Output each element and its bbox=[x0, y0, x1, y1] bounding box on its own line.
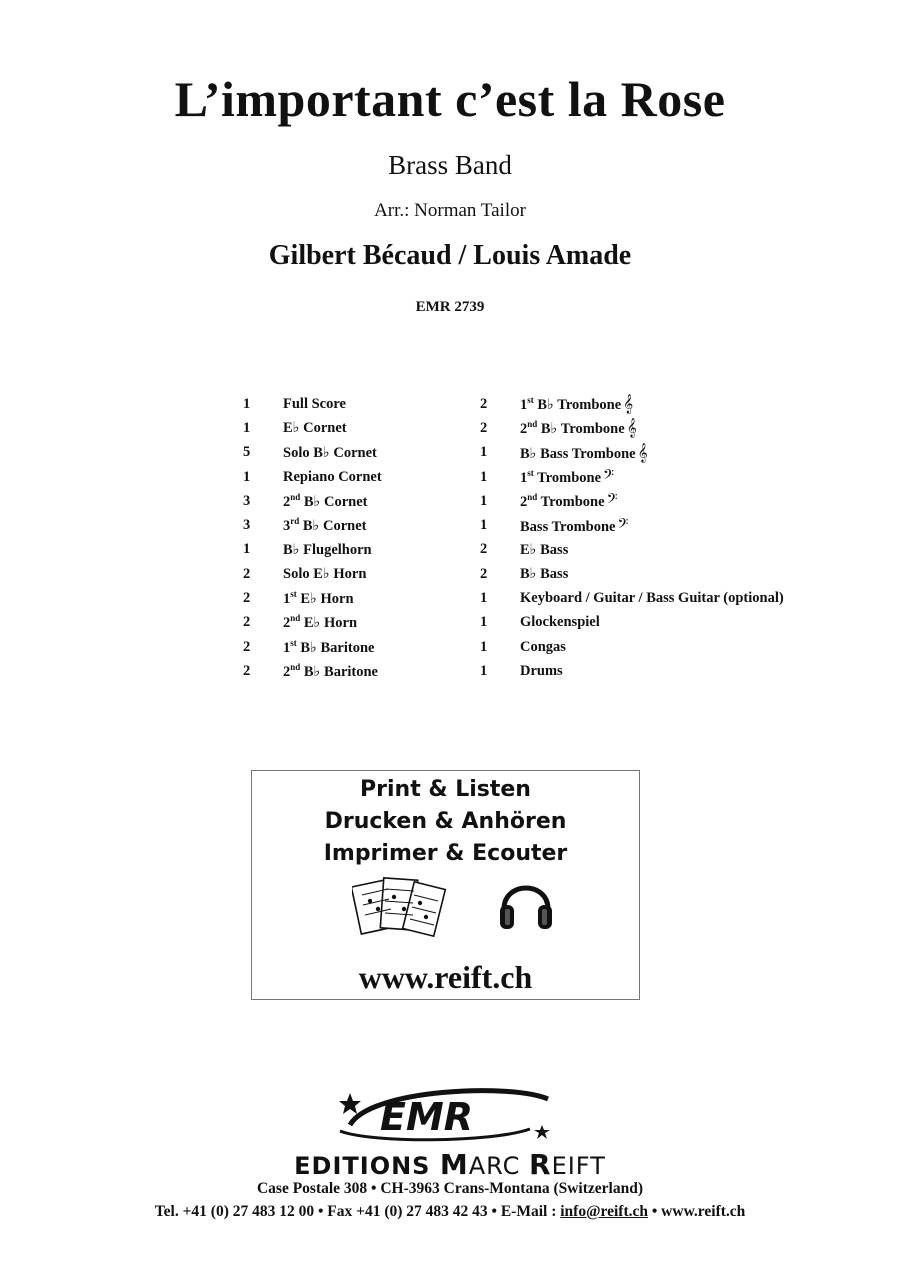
treble-clef-icon: 𝄞 bbox=[626, 418, 637, 439]
part-quantity: 2 bbox=[243, 614, 251, 631]
part-instrument: Trombone bbox=[540, 494, 605, 511]
part-name bbox=[520, 590, 784, 607]
publisher-word-1: EDITIONS bbox=[294, 1152, 440, 1180]
part-quantity: 2 bbox=[243, 662, 251, 679]
part-name bbox=[520, 541, 568, 559]
part-row bbox=[480, 489, 784, 513]
part-row bbox=[243, 538, 382, 562]
part-row bbox=[480, 513, 784, 537]
part-ordinal-suffix: nd bbox=[527, 419, 538, 430]
print-listen-box[interactable] bbox=[251, 770, 640, 1000]
composers: Gilbert Bécaud / Louis Amade bbox=[268, 240, 632, 271]
part-row bbox=[480, 659, 784, 683]
part-row bbox=[243, 416, 382, 440]
subtitle: Brass Band bbox=[388, 150, 512, 180]
part-row bbox=[243, 611, 382, 635]
part-row bbox=[480, 392, 784, 416]
part-instrument: B♭ Cornet bbox=[303, 493, 368, 510]
part-instrument: B♭ Flugelhorn bbox=[283, 541, 372, 558]
part-instrument: Glockenspiel bbox=[520, 614, 600, 631]
part-ordinal-suffix: st bbox=[290, 637, 297, 648]
part-name bbox=[520, 614, 600, 631]
part-quantity: 1 bbox=[243, 395, 251, 412]
part-ordinal-suffix: nd bbox=[290, 491, 301, 502]
part-name bbox=[283, 396, 346, 413]
contact-phone-fax: Tel. +41 (0) 27 483 12 00 • Fax +41 (0) 27 483 42 43 • E-Mail : bbox=[154, 1203, 561, 1220]
promo-line-2: Drucken & Anhören bbox=[324, 809, 567, 834]
part-row bbox=[480, 441, 784, 465]
part-name bbox=[283, 419, 347, 437]
part-row bbox=[243, 465, 382, 489]
part-row bbox=[243, 586, 382, 610]
part-row bbox=[480, 562, 784, 586]
part-instrument: Solo B♭ Cornet bbox=[283, 444, 377, 461]
publisher-word-3: EIFT bbox=[551, 1152, 606, 1180]
part-row bbox=[243, 513, 382, 537]
part-instrument: E♭ Bass bbox=[520, 541, 569, 558]
part-ordinal: 1 bbox=[283, 590, 291, 607]
part-instrument: B♭ Trombone bbox=[540, 421, 625, 438]
part-row bbox=[243, 659, 382, 683]
sheet-music-icon bbox=[352, 875, 448, 943]
bass-clef-icon: 𝄢 bbox=[617, 515, 629, 536]
publisher-name bbox=[0, 1148, 900, 1181]
part-ordinal: 2 bbox=[283, 615, 291, 632]
bass-clef-icon: 𝄢 bbox=[603, 467, 614, 488]
part-ordinal: 1 bbox=[283, 639, 291, 656]
part-quantity: 3 bbox=[243, 517, 251, 534]
part-quantity: 1 bbox=[243, 419, 251, 436]
part-name bbox=[520, 467, 614, 487]
publisher-initial-r: R bbox=[529, 1148, 552, 1181]
part-ordinal: 2 bbox=[283, 663, 291, 680]
part-row bbox=[480, 538, 784, 562]
part-name bbox=[520, 418, 637, 438]
part-name bbox=[283, 541, 372, 559]
part-instrument: B♭ Bass bbox=[520, 566, 569, 583]
part-row bbox=[480, 586, 784, 610]
part-instrument: Keyboard / Guitar / Bass Guitar (optional) bbox=[520, 590, 784, 607]
part-name bbox=[283, 662, 378, 681]
part-instrument: Congas bbox=[520, 638, 566, 655]
part-quantity: 2 bbox=[480, 541, 488, 558]
part-instrument: Drums bbox=[520, 662, 563, 679]
part-name bbox=[283, 469, 382, 486]
part-name bbox=[520, 639, 566, 656]
part-ordinal-suffix: st bbox=[290, 589, 297, 600]
part-ordinal: 2 bbox=[283, 493, 291, 510]
email-link[interactable]: info@reift.ch bbox=[560, 1203, 648, 1220]
part-quantity: 1 bbox=[243, 541, 251, 558]
part-ordinal: 2 bbox=[520, 421, 528, 438]
catalog-number: EMR 2739 bbox=[415, 299, 485, 315]
part-ordinal-suffix: st bbox=[527, 395, 534, 406]
part-ordinal-suffix: st bbox=[527, 468, 534, 479]
part-row bbox=[480, 635, 784, 659]
part-instrument: Full Score bbox=[283, 395, 346, 412]
bass-clef-icon: 𝄢 bbox=[606, 491, 618, 512]
publisher-initial-m: M bbox=[439, 1148, 469, 1181]
part-quantity: 1 bbox=[243, 468, 251, 485]
part-quantity: 1 bbox=[480, 590, 488, 607]
part-instrument: Trombone bbox=[537, 470, 602, 487]
part-instrument: B♭ Bass Trombone bbox=[520, 445, 636, 462]
part-ordinal-suffix: nd bbox=[527, 492, 538, 503]
part-row bbox=[480, 416, 784, 440]
contact-line bbox=[0, 1203, 900, 1221]
promo-line-3: Imprimer & Ecouter bbox=[323, 841, 568, 866]
part-row bbox=[243, 489, 382, 513]
part-instrument: B♭ Baritone bbox=[303, 663, 378, 680]
part-ordinal: 3 bbox=[283, 518, 291, 535]
part-ordinal-suffix: rd bbox=[290, 516, 300, 527]
part-name bbox=[283, 492, 368, 511]
part-name bbox=[520, 491, 618, 511]
promo-line-1: Print & Listen bbox=[360, 777, 531, 802]
emr-logo bbox=[310, 1085, 570, 1145]
part-name bbox=[283, 444, 377, 462]
part-quantity: 5 bbox=[243, 444, 251, 461]
part-ordinal-suffix: nd bbox=[290, 613, 301, 624]
part-quantity: 2 bbox=[243, 565, 251, 582]
part-instrument: Solo E♭ Horn bbox=[283, 566, 367, 583]
treble-clef-icon: 𝄞 bbox=[637, 442, 648, 463]
part-quantity: 1 bbox=[480, 638, 488, 655]
part-quantity: 2 bbox=[243, 590, 251, 607]
part-name bbox=[520, 443, 648, 463]
title: L’important c’est la Rose bbox=[174, 71, 726, 127]
part-name bbox=[520, 565, 568, 583]
part-name bbox=[520, 394, 633, 414]
part-quantity: 2 bbox=[480, 395, 488, 412]
part-instrument: Repiano Cornet bbox=[283, 468, 382, 485]
part-quantity: 1 bbox=[480, 444, 488, 461]
headphones-icon bbox=[496, 871, 556, 933]
part-name bbox=[283, 565, 366, 583]
arranger: Arr.: Norman Tailor bbox=[374, 200, 526, 221]
part-row bbox=[243, 392, 382, 416]
parts-list-left bbox=[243, 392, 382, 684]
part-instrument: B♭ Baritone bbox=[300, 639, 375, 656]
part-name bbox=[283, 589, 354, 608]
part-row bbox=[243, 441, 382, 465]
part-instrument: E♭ Horn bbox=[303, 615, 358, 632]
logo-text: EMR bbox=[380, 1095, 474, 1139]
part-quantity: 1 bbox=[480, 517, 488, 534]
promo-url[interactable]: www.reift.ch bbox=[358, 959, 533, 995]
part-ordinal: 1 bbox=[520, 470, 528, 487]
part-name bbox=[283, 638, 374, 657]
part-instrument: E♭ Horn bbox=[300, 590, 354, 607]
part-quantity: 1 bbox=[480, 468, 488, 485]
part-quantity: 1 bbox=[480, 492, 488, 509]
part-row bbox=[243, 635, 382, 659]
part-row bbox=[480, 465, 784, 489]
part-name bbox=[520, 516, 628, 536]
part-name bbox=[520, 663, 563, 680]
publisher-word-2: ARC bbox=[468, 1152, 529, 1180]
part-quantity: 3 bbox=[243, 492, 251, 509]
part-instrument: Bass Trombone bbox=[520, 518, 616, 535]
part-quantity: 1 bbox=[480, 614, 488, 631]
part-instrument: B♭ Trombone bbox=[537, 397, 622, 414]
part-ordinal: 1 bbox=[520, 397, 528, 414]
part-ordinal: 2 bbox=[520, 494, 528, 511]
part-name bbox=[283, 613, 357, 632]
part-ordinal-suffix: nd bbox=[290, 662, 301, 672]
part-row bbox=[243, 562, 382, 586]
contact-website: • www.reift.ch bbox=[648, 1203, 746, 1220]
part-quantity: 2 bbox=[480, 565, 488, 582]
part-instrument: E♭ Cornet bbox=[283, 420, 347, 437]
part-row bbox=[480, 611, 784, 635]
treble-clef-icon: 𝄞 bbox=[623, 394, 634, 415]
part-name bbox=[283, 516, 367, 535]
part-quantity: 2 bbox=[480, 419, 488, 436]
parts-list-right bbox=[480, 392, 784, 684]
part-instrument: B♭ Cornet bbox=[302, 518, 367, 535]
address: Case Postale 308 • CH-3963 Crans-Montana (Switzerland) bbox=[256, 1180, 643, 1197]
part-quantity: 2 bbox=[243, 638, 251, 655]
part-quantity: 1 bbox=[480, 662, 488, 679]
